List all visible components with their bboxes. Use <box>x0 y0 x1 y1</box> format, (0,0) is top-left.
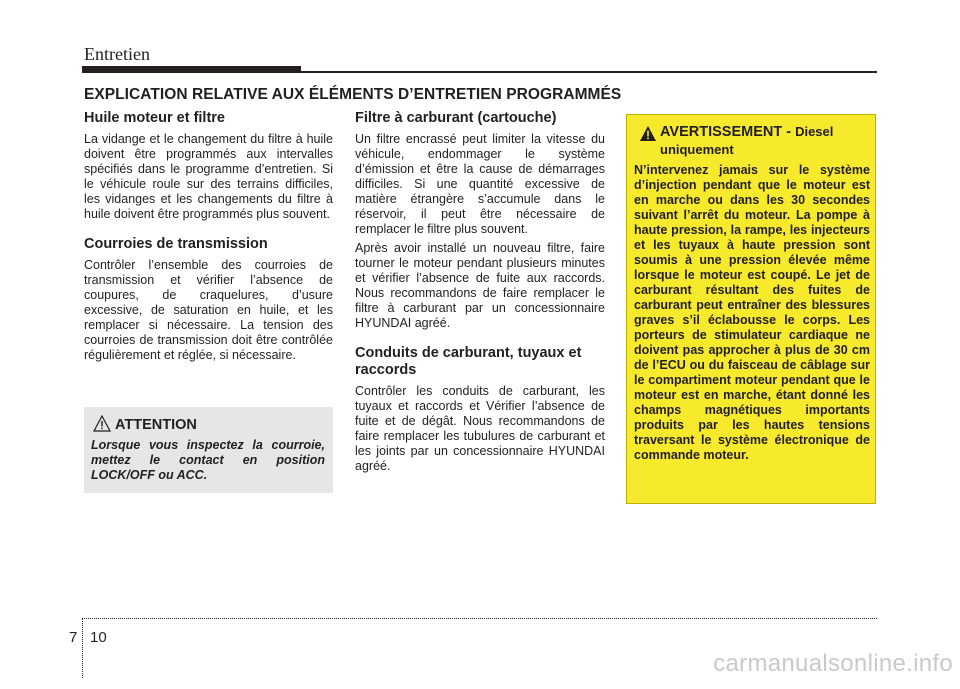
column-middle <box>355 110 605 488</box>
belts-heading: Courroies de transmission <box>84 236 268 252</box>
fuel-lines-heading: Conduits de carburant, tuyaux et raccords <box>355 345 582 378</box>
section-title: Entretien <box>84 44 150 64</box>
column-left <box>84 110 333 377</box>
attention-title: ATTENTION <box>115 417 197 433</box>
attention-title-wrap <box>93 417 197 433</box>
warning-title-sub: Diesel uniquement <box>660 124 834 157</box>
header-rule-thin <box>82 71 877 73</box>
warning-triangle-outline-icon <box>93 415 111 436</box>
warning-box <box>626 114 876 504</box>
fuel-filter-text-2: Après avoir installé un nouveau filtre, faire tourner le moteur pendant plusieurs minutes et vérifier l’absence de fuite aux raccords. Nous recommandons de faire remplacer le filtre à carburant par un concessionnaire HYUNDAI agréé. <box>355 241 605 330</box>
attention-box <box>84 407 333 493</box>
fuel-filter-text-1: Un filtre encrassé peut limiter la vitesse du véhicule, endommager le système d’émission et être la cause de démarrages difficiles. Si une quantité excessive de matière étrangère s’accumule dans le réservoir, il peut être nécessaire de remplacer le filtre plus souvent. <box>355 132 605 236</box>
warning-triangle-filled-icon <box>639 125 657 147</box>
warning-text: N’intervenez jamais sur le système d’injection pendant que le moteur est en marche ou dans les 30 secondes suivant l’arrêt du moteur. La pompe à haute pression, la rampe, les injecteurs et les tuyaux à haute pression sont soumis à une pression élevée même lorsque le moteur est coupé. Le jet de carburant résultant des fuites de carburant peut entraîner des blessures graves s’il éclabousse le corps. Les porteurs de stimulateur cardiaque ne doivent pas approcher à plus de 30 cm de l’ECU ou du faisceau de câblage sur le compartiment moteur pendant que le moteur est en marche, étant donné les champs magnétiques importants produits par les hautes tensions traversant le système électronique de commande moteur. <box>634 163 870 462</box>
warning-title-main: AVERTISSEMENT - <box>660 124 796 140</box>
fuel-lines-text: Contrôler les conduits de carburant, les tuyaux et raccords et Vérifier l’absence de fuite et de dégât. Nous recommandons de faire remplacer les tubulures de carburant et les joints par un concessionnaire HYUNDAI agréé. <box>355 384 605 473</box>
attention-text: Lorsque vous inspectez la courroie, mettez le contact en position LOCK/OFF ou ACC. <box>91 438 325 482</box>
warning-title <box>660 123 872 159</box>
belts-text: Contrôler l’ensemble des courroies de transmission et vérifier l’absence de coupures, de craquelures, d’usure excessive, de saturation en huile, et les remplacer si nécessaire. La tension des courroies de transmission doit être contrôlée régulièrement et réglée, si nécessaire. <box>84 258 333 362</box>
page-heading: EXPLICATION RELATIVE AUX ÉLÉMENTS D’ENTRETIEN PROGRAMMÉS <box>84 86 622 103</box>
fuel-filter-heading: Filtre à carburant (cartouche) <box>355 110 557 126</box>
footer-rule <box>82 618 877 619</box>
oil-filter-heading: Huile moteur et filtre <box>84 110 225 126</box>
chapter-number: 7 <box>69 629 78 646</box>
oil-filter-text: La vidange et le changement du filtre à huile doivent être programmés aux intervalles spécifiés dans le programme d’entretien. Si le véhicule roule sur des terrains difficiles, les vidanges et les changements du filtre à huile doivent être programmés plus souvent. <box>84 132 333 221</box>
page-number: 10 <box>90 629 107 646</box>
watermark: carmanualsonline.info <box>713 650 953 677</box>
footer-divider <box>82 618 83 678</box>
